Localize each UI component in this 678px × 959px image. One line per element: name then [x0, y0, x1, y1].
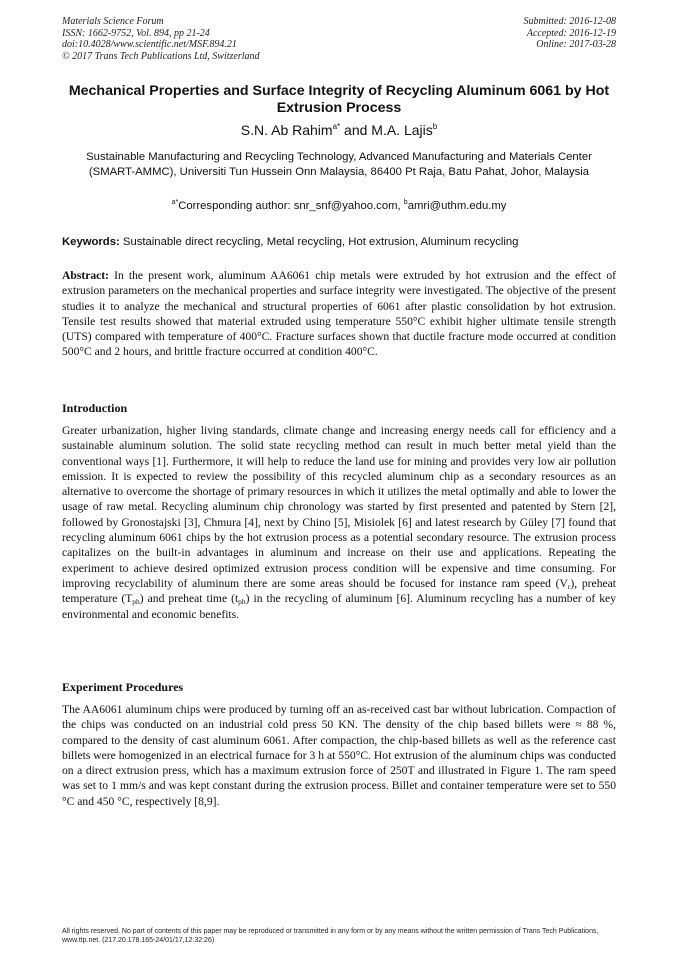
keywords-text: Sustainable direct recycling, Metal recycling, Hot extrusion, Aluminum recycling: [119, 236, 519, 248]
paper-title: Mechanical Properties and Surface Integrity of Recycling Aluminum 6061 by Hot Extrusion Process: [68, 83, 610, 116]
journal-name: Materials Science Forum: [62, 16, 164, 27]
intro-text-2: ), preheat temperature (T: [62, 576, 616, 606]
abstract-label: Abstract:: [62, 269, 110, 282]
journal-doi[interactable]: doi:10.4028/www.scientific.net/MSF.894.21: [62, 39, 237, 50]
corresponding-author: [62, 199, 616, 213]
author-2-marker: b: [432, 122, 438, 131]
abstract: [62, 268, 616, 360]
intro-sub-1: r: [567, 581, 571, 591]
intro-sub-3: ph: [238, 597, 246, 607]
online-date: Online: 2017-03-28: [536, 39, 616, 50]
journal-info: [62, 16, 260, 62]
intro-sub-2: ph: [132, 597, 140, 607]
corr-marker-b: b: [403, 199, 408, 206]
author-connector: and: [340, 122, 372, 138]
affiliation: Sustainable Manufacturing and Recycling Technology, Advanced Manufacturing and Materials Center (SMART-AMMC), Universiti Tun Hussein Onn Malaysia, 86400 Pt Raja, Batu Pahat, Johor, Malaysia: [86, 151, 592, 178]
abstract-text: In the present work, aluminum AA6061 chip metals were extruded by hot extrusion and the effect of extrusion parameters on the mechanical properties and surface integrity were investigated. The objective of the present studies it to analyze the mechanical and structural properties of 6061 after plastic consolidation by hot extrusion. Tensile test results showed that material extruded using temperature 550°C exhibit higher ultimate tensile strength (UTS) compared with temperature of 400°C. Fracture surfaces shown that ductile fracture mode occurred at condition 500°C and 2 hours, and brittle fracture occurred at condition 400°C.: [62, 269, 616, 359]
copyright-footer: All rights reserved. No part of contents of this paper may be reproduced or transmitted in any form or by any means without the written permission of Trans Tech Publications, www.ttp.net. (217.20.178.165-24/01/17,12:32:26): [62, 928, 599, 944]
intro-text-4: ) in the recycling of aluminum [6]. Aluminum recycling has a number of key environmental and economic benefits.: [62, 592, 616, 621]
introduction-paragraph: [62, 423, 616, 622]
journal-issn: ISSN: 1662-9752, Vol. 894, pp 21-24: [62, 27, 210, 39]
intro-text-1: Greater urbanization, higher living standards, climate change and increasing energy needs call for efficiency and a sustainable aluminum solution. The solid state recycling method can result in much better metal yield than the conventional ways [1]. Furthermore, it will help to reduce the land use for mining and provides very low air pollution emission. It is expected to review the possibility of this recycled aluminum chip as a secondary resources as an alternative to overcome the shortage of primary resources in which it utilizes the metal optimally and able to lower the usage of raw metal. Recycling aluminum chip chronology was started by first presented and patented by Stern [2], followed by Gronostajski [3], Chmura [4], next by Chino [5], Misiolek [6] and latest research by Güley [7] found that recycling aluminum 6061 chips by the hot extrusion process as a potential secondary resource. The extrusion process capitalizes on the built-in advantages in aluminum and increase on their use and applications. Repeating the experiment to achieve desired optimized extrusion process condition will be expensive and time consuming. For improving recyclability of aluminum there are some areas should be focused for instance ram speed (V: [62, 424, 616, 590]
author-1: S.N. Ab Rahim: [240, 122, 333, 138]
experiment-heading: Experiment Procedures: [62, 680, 184, 694]
author-line: [62, 122, 616, 139]
accepted-date: Accepted: 2016-12-19: [526, 27, 616, 39]
introduction-heading: Introduction: [62, 401, 128, 415]
intro-text-3: ) and preheat time (t: [139, 592, 239, 606]
author-1-marker: a*: [332, 122, 341, 131]
keywords: [62, 235, 616, 249]
submission-dates: [524, 16, 617, 51]
corr-marker-a: a*: [171, 199, 179, 206]
experiment-paragraph: The AA6061 aluminum chips were produced by turning off an as-received cast bar without lubrication. Compaction of the chips was conducted on an industrial cold press 50 KN. The density of the chip based billets were ≈ 88 %, compared to the density of cast aluminum 6061. After compaction, the chip-based billets as well as the reference cast billets were homogenized in an electrical furnace for 3 h at 550°C. Hot extrusion of the aluminum chips was conducted on a direct extrusion press, which has a maximum extrusion force of 250T and illustrated in Figure 1. The ram speed was set to 1 mm/s and was kept constant during the extrusion process. Billet and container temperature were set to 550 °C and 450 °C, respectively [8,9].: [62, 703, 616, 808]
submitted-date: Submitted: 2016-12-08: [523, 16, 616, 27]
corr-email-a[interactable]: Corresponding author: snr_snf@yahoo.com,: [178, 200, 404, 212]
author-2: M.A. Lajis: [371, 122, 433, 138]
corr-email-b[interactable]: amri@uthm.edu.my: [407, 200, 507, 212]
keywords-label: Keywords:: [62, 236, 120, 248]
journal-copyright: © 2017 Trans Tech Publications Ltd, Switzerland: [62, 50, 260, 62]
